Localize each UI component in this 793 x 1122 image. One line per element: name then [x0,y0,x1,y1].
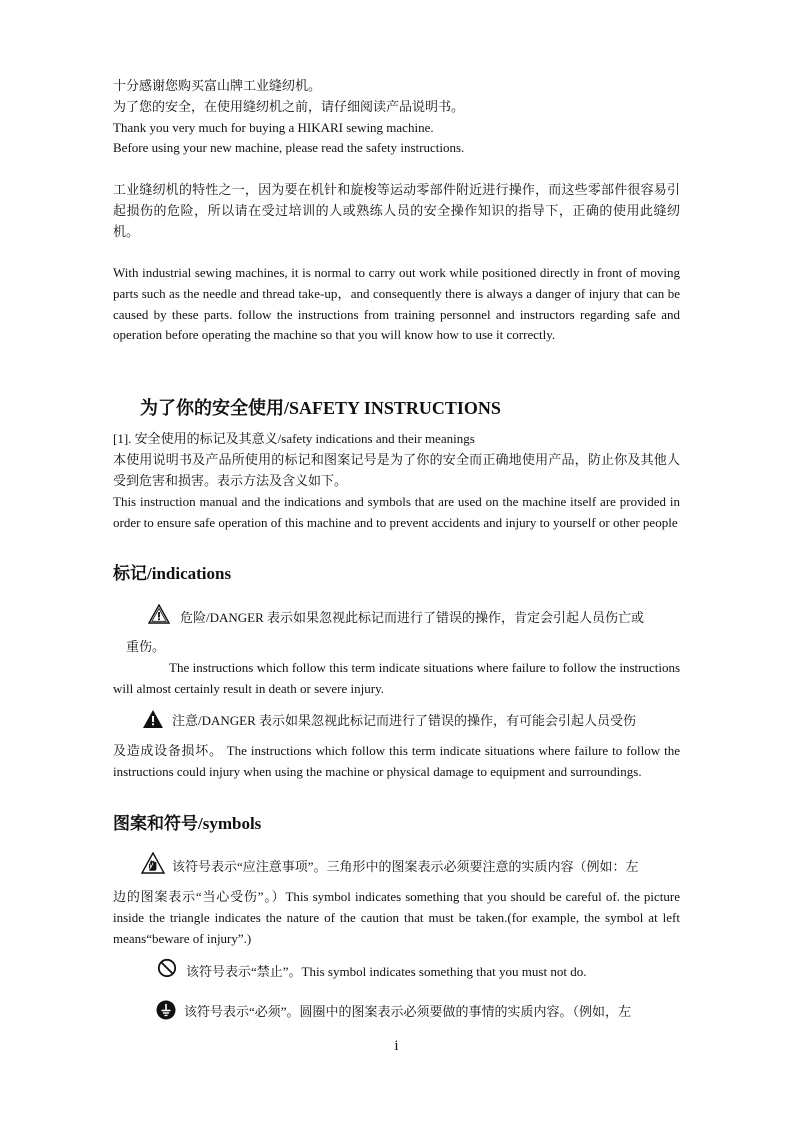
warning-triangle-filled-icon [142,709,164,729]
ground-mandatory-circle-icon [155,999,177,1021]
intro-block [113,76,680,159]
page-number: i [394,1038,399,1054]
symbols-title: 图案和符号/symbols [113,814,262,833]
danger1-line2: 重伤。 [126,639,166,654]
intro-line-cn-1: 十分感谢您购买富山牌工业缝纫机。 [113,78,322,93]
intro-en-paragraph: With industrial sewing machines, it is normal to carry out work while positioned directly in front of moving parts such as the needle and thread take-up，and consequently there is always a danger of injury that can be caused by these parts. follow the instructions from training personnel and instructors regarding safe and operation before operating the machine so that you will know how to use it correctly. [113,265,680,343]
safety-cn-text: 本使用说明书及产品所使用的标记和图案记号是为了你的安全而正确地使用产品，防止你及其他人受到危害和损害。表示方法及含义如下。 [113,452,680,488]
caution-hand-triangle-icon [141,852,165,874]
danger1-line1: 危险/DANGER 表示如果忽视此标记而进行了错误的操作，肯定会引起人员伤亡或 [180,610,645,625]
intro-line-en-1: Thank you very much for buying a HIKARI sewing machine. [113,119,434,135]
caution-rest: 边的图案表示“当心受伤”。）This symbol indicates something that you should be careful of. the picture inside the triangle indicates the nature of the caution that must be taken.(for example, the symbol at left means“beware of injury”.) [113,889,680,946]
caution-line1: 该符号表示“应注意事项”。三角形中的图案表示必须要注意的实质内容（例如：左 [172,859,639,874]
safety-sub-heading: [1]. 安全使用的标记及其意义/safety indications and their meanings [113,431,475,446]
mandatory-text: 该符号表示“必须”。圆圈中的图案表示必须要做的事情的实质内容。（例如，左 [184,1004,632,1019]
warning-triangle-outline-icon [148,604,170,624]
safety-en-text: This instruction manual and the indications and symbols that are used on the machine itself are provided in order to ensure safe operation of this machine and to prevent accidents and injury to yourself or other people [113,494,680,530]
danger2-rest: 及造成设备损坏。 The instructions which follow this term indicate situations where failure to follow the instructions could injury when using the machine or physical damage to equipment and surroundings. [113,743,680,779]
danger2-line1: 注意/DANGER 表示如果忽视此标记而进行了错误的操作，有可能会引起人员受伤 [172,713,637,728]
danger1-en-text: The instructions which follow this term indicate situations where failure to follow the instructions will almost certainly result in death or severe injury. [113,660,680,696]
intro-line-en-2: Before using your new machine, please read the safety instructions. [113,140,465,156]
intro-line-cn-2: 为了您的安全，在使用缝纫机之前，请仔细阅读产品说明书。 [113,98,465,114]
prohibition-circle-icon [157,958,177,978]
indications-title: 标记/indications [113,564,232,583]
intro-cn-paragraph: 工业缝纫机的特性之一，因为要在机针和旋梭等运动零部件附近进行操作，而这些零部件很容易引起损伤的危险，所以请在受过培训的人或熟练人员的安全操作知识的指导下，正确的使用此缝纫机。 [113,182,680,239]
safety-title: 为了你的安全使用/SAFETY INSTRUCTIONS [140,398,501,418]
prohibit-text: 该符号表示“禁止”。This symbol indicates something that you must not do. [186,964,587,979]
